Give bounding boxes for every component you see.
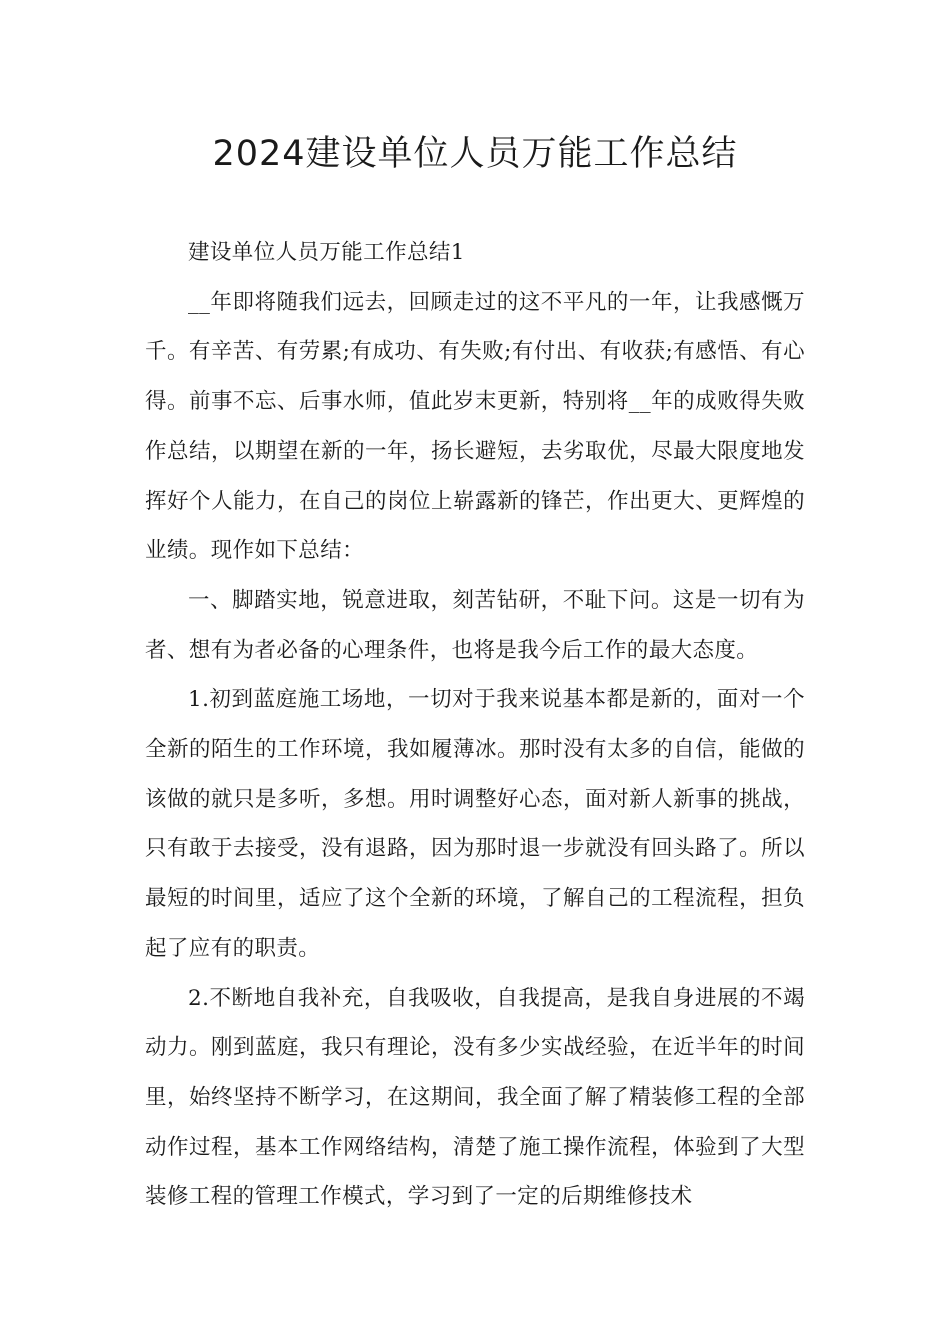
section-heading: 建设单位人员万能工作总结1 [188,240,465,265]
paragraph-item-1: 1.初到蓝庭施工场地，一切对于我来说基本都是新的，面对一个全新的陌生的工作环境，我如履薄冰。那时没有太多的自信，能做的该做的就只是多听，多想。用时调整好心态，面对新人新事的挑战，只有敢于去接受，没有退路，因为那时退一步就没有回头路了。所以最短的时间里，适应了这个全新的环境，了解自己的工程流程，担负起了应有的职责。 [145,687,805,961]
paragraph-intro: __年即将随我们远去，回顾走过的这不平凡的一年，让我感慨万千。有辛苦、有劳累;有成功、有失败;有付出、有收获;有感悟、有心得。前事不忘、后事水师，值此岁末更新，特别将__年的成败得失败作总结，以期望在新的一年，扬长避短，去劣取优，尽最大限度地发挥好个人能力，在自己的岗位上崭露新的锋芒，作出更大、更辉煌的业绩。现作如下总结： [145,289,805,564]
document-body [145,228,805,1222]
document-title: 2024建设单位人员万能工作总结 [212,134,738,174]
paragraph-item-2: 2.不断地自我补充，自我吸收，自我提高，是我自身进展的不竭动力。刚到蓝庭，我只有理论，没有多少实战经验，在近半年的时间里，始终坚持不断学习，在这期间，我全面了解了精装修工程的全部动作过程，基本工作网络结构，清楚了施工操作流程，体验到了大型装修工程的管理工作模式，学习到了一定的后期维修技术 [145,985,805,1210]
paragraph-point-one: 一、脚踏实地，锐意进取，刻苦钻研，不耻下问。这是一切有为者、想有为者必备的心理条件，也将是我今后工作的最大态度。 [145,587,805,663]
